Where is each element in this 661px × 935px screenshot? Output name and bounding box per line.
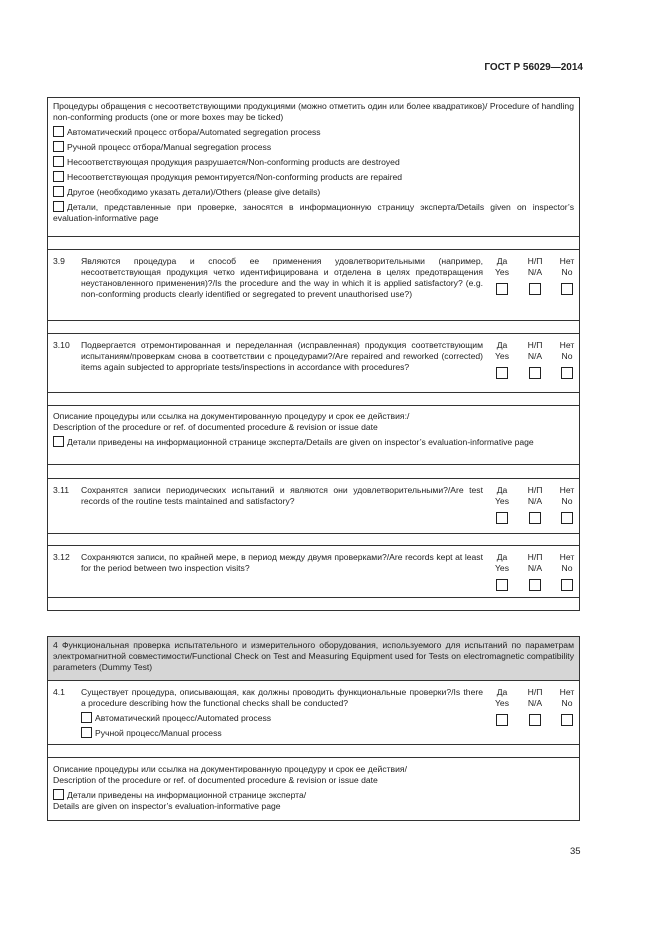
na-checkbox[interactable] <box>529 714 541 726</box>
section4-title: 4 Функциональная проверка испытательного и измерительного оборудования, используемого для испытаний по параметрам электромагнитной совместимости/Functional Check on Test and Measuring Equipment used for Tests on electromagnetic compatibility parameters (Dummy Test) <box>48 637 579 681</box>
yes-en: Yes <box>494 351 510 361</box>
description-en: Description of the procedure or ref. of documented procedure & revision or issue date <box>53 775 378 785</box>
option-automated[interactable] <box>53 126 574 138</box>
description-row <box>48 758 579 821</box>
option-details[interactable] <box>53 201 574 224</box>
option-label: Несоответствующая продукция ремонтируется/Non-conforming products are repaired <box>67 172 403 182</box>
checkbox[interactable] <box>53 201 64 212</box>
na-checkbox[interactable] <box>529 283 541 295</box>
option-manual-process[interactable] <box>81 727 483 739</box>
option-label: Ручной процесс/Manual process <box>95 728 222 738</box>
description-row <box>48 406 579 465</box>
no-checkbox[interactable] <box>561 283 573 295</box>
yes-checkbox[interactable] <box>496 714 508 726</box>
question-3-9 <box>48 250 579 321</box>
empty-row <box>48 237 579 250</box>
handling-options-row <box>48 98 579 237</box>
answer-na <box>523 687 547 727</box>
na-checkbox[interactable] <box>529 579 541 591</box>
checkbox[interactable] <box>53 126 64 137</box>
section3-table <box>47 97 580 611</box>
question-3-12 <box>48 546 579 598</box>
no-en: No <box>561 267 573 277</box>
question-text: Являются процедура и способ ее применения удовлетворительными (например, несоответствующая продукция четко идентифицирована и отделена в целях предотвращения неустановленного применения)?/Is the procedure and the way in which it is applied satisfactory? (e.g. non-conforming products clearly identified or segregated to prevent unauthorised use?) <box>81 256 483 299</box>
question-text: Подвергается отремонтированная и переделанная (исправленная) продукция соответствующим испытаниям/проверкам снова в соответствии с процедурами?/Are repaired and reworked (corrected) items again subjected to appropriate tests/inspections in accordance with procedures? <box>81 340 483 372</box>
yes-ru: Да <box>496 687 508 697</box>
option-label: Другое (необходимо указать детали)/Others (please give details) <box>67 187 321 197</box>
yes-en: Yes <box>494 563 510 573</box>
question-3-10 <box>48 334 579 393</box>
question-number: 4.1 <box>53 687 65 697</box>
yes-ru: Да <box>496 552 508 562</box>
description-ru: Описание процедуры или ссылка на документированную процедуру и срок ее действия:/ <box>53 411 410 421</box>
answer-no <box>555 552 579 592</box>
option-others[interactable] <box>53 186 574 198</box>
no-en: No <box>561 496 573 506</box>
answer-yes <box>490 687 514 727</box>
details-option[interactable] <box>53 789 574 801</box>
answer-na <box>523 256 547 296</box>
checkbox[interactable] <box>53 186 64 197</box>
handling-title: Процедуры обращения с несоответствующими продукциями (можно отметить один или более квадратиков)/ Procedure of handling non-conforming products (one or more boxes may be ticked) <box>53 101 574 122</box>
empty-row <box>48 393 579 406</box>
option-automated-process[interactable] <box>81 712 483 724</box>
checkbox[interactable] <box>53 436 64 447</box>
question-text: Существует процедура, описывающая, как должны проводить функциональные проверки?/Is there a procedure describing how the functional checks shall be conducted? <box>81 687 483 708</box>
answer-no <box>555 340 579 380</box>
checkbox[interactable] <box>53 171 64 182</box>
question-number: 3.12 <box>53 552 70 562</box>
no-checkbox[interactable] <box>561 367 573 379</box>
yes-en: Yes <box>494 267 510 277</box>
option-repaired[interactable] <box>53 171 574 183</box>
empty-row <box>48 321 579 334</box>
na-en: N/A <box>527 351 543 361</box>
answer-no <box>555 687 579 727</box>
question-4-1 <box>48 681 579 745</box>
answer-yes <box>490 256 514 296</box>
yes-checkbox[interactable] <box>496 579 508 591</box>
na-checkbox[interactable] <box>529 367 541 379</box>
option-label: Ручной процесс отбора/Manual segregation process <box>67 142 272 152</box>
no-ru: Нет <box>559 485 575 495</box>
na-en: N/A <box>527 496 543 506</box>
empty-row <box>48 465 579 479</box>
empty-row <box>48 745 579 758</box>
section4-table <box>47 636 580 821</box>
option-manual[interactable] <box>53 141 574 153</box>
no-checkbox[interactable] <box>561 714 573 726</box>
details-en: Details are given on inspector’s evaluation-informative page <box>53 801 281 811</box>
question-number: 3.10 <box>53 340 70 350</box>
option-label: Автоматический процесс/Automated process <box>95 713 272 723</box>
yes-ru: Да <box>496 340 508 350</box>
answer-na <box>523 485 547 525</box>
yes-checkbox[interactable] <box>496 367 508 379</box>
checkbox[interactable] <box>81 727 92 738</box>
no-en: No <box>561 563 573 573</box>
na-en: N/A <box>527 563 543 573</box>
standard-header: ГОСТ Р 56029—2014 <box>484 62 583 73</box>
question-text: Сохраняются записи, по крайней мере, в период между двумя проверками?/Are records kept at least for the period between two inspection visits? <box>81 552 483 573</box>
checkbox[interactable] <box>81 712 92 723</box>
question-number: 3.11 <box>53 485 70 495</box>
no-ru: Нет <box>559 256 575 266</box>
option-label: Детали приведены на информационной странице эксперта/ <box>67 790 307 800</box>
na-ru: Н/П <box>527 340 543 350</box>
no-ru: Нет <box>559 687 575 697</box>
checkbox[interactable] <box>53 789 64 800</box>
answer-no <box>555 485 579 525</box>
answer-no <box>555 256 579 296</box>
na-checkbox[interactable] <box>529 512 541 524</box>
na-ru: Н/П <box>527 687 543 697</box>
no-en: No <box>561 351 573 361</box>
option-label: Автоматический процесс отбора/Automated segregation process <box>67 127 321 137</box>
na-ru: Н/П <box>527 552 543 562</box>
description-ru: Описание процедуры или ссылка на документированную процедуру и срок ее действия/ <box>53 764 407 774</box>
question-3-11 <box>48 479 579 534</box>
question-number: 3.9 <box>53 256 65 266</box>
page-number: 35 <box>570 846 581 857</box>
na-ru: Н/П <box>527 485 543 495</box>
empty-row <box>48 534 579 546</box>
checkbox[interactable] <box>53 156 64 167</box>
no-en: No <box>561 698 573 708</box>
yes-checkbox[interactable] <box>496 283 508 295</box>
option-label: Детали приведены на информационной странице эксперта/Details are given on inspector’s evaluation-informative page <box>67 437 534 447</box>
checkbox[interactable] <box>53 141 64 152</box>
no-ru: Нет <box>559 340 575 350</box>
answer-yes <box>490 552 514 592</box>
option-label: Детали, представленные при проверке, заносятся в информационную страницу эксперта/Details given on inspector’s evaluation-informative page <box>53 202 574 223</box>
answer-yes <box>490 485 514 525</box>
details-option[interactable] <box>53 436 574 448</box>
no-checkbox[interactable] <box>561 579 573 591</box>
answer-yes <box>490 340 514 380</box>
yes-ru: Да <box>496 256 508 266</box>
answer-na <box>523 552 547 592</box>
yes-en: Yes <box>494 698 510 708</box>
question-text: Сохранятся записи периодических испытаний и являются они удовлетворительными?/Are test records of the routine tests maintained and satisfactory? <box>81 485 483 506</box>
option-label: Несоответствующая продукция разрушается/Non-conforming products are destroyed <box>67 157 400 167</box>
empty-row <box>48 598 579 611</box>
yes-en: Yes <box>494 496 510 506</box>
answer-na <box>523 340 547 380</box>
yes-checkbox[interactable] <box>496 512 508 524</box>
na-en: N/A <box>527 267 543 277</box>
na-ru: Н/П <box>527 256 543 266</box>
option-destroyed[interactable] <box>53 156 574 168</box>
description-en: Description of the procedure or ref. of documented procedure & revision or issue date <box>53 422 378 432</box>
yes-ru: Да <box>496 485 508 495</box>
na-en: N/A <box>527 698 543 708</box>
no-ru: Нет <box>559 552 575 562</box>
no-checkbox[interactable] <box>561 512 573 524</box>
